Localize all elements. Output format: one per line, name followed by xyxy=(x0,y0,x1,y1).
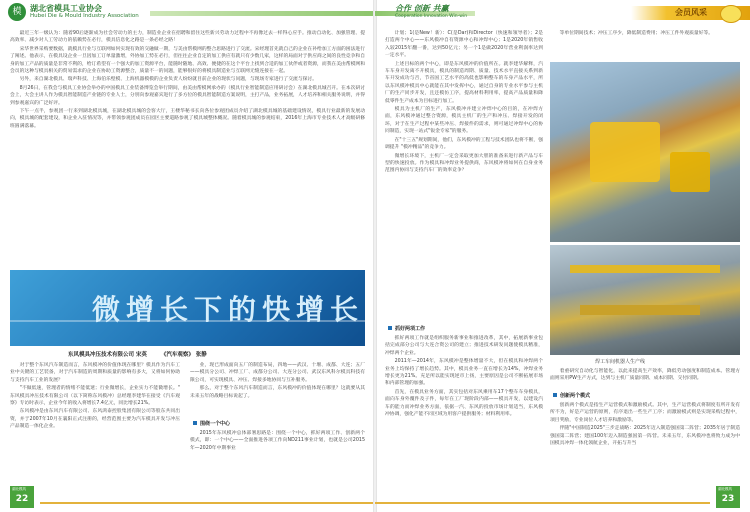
book-spine xyxy=(373,0,377,512)
subheading-two-models: 创新两个模式 xyxy=(553,392,590,399)
paragraph: 首先，在模具业务方面，其实包括对东风乘用车17个整车车身模具，面向车身外覆件及子件，每年在工厂现阶段内部——模具开发，以建设汽车的能力而冲焊业务方面，依据一汽、东风的投放市场计划适当，东风模冲协调，强化产能不同区域为用客户提供服务；材料利用率。 xyxy=(385,389,543,418)
paragraph: 上述目标的两个中心，即是东风模冲的价值所在。就李建华解释，汽车车身开发离不开模具，模具的制造周期、质量、技术水平直接关系到新车开发成功与否，节省国工艺水平的高低也影响整车的车身产品水平，所以东风模冲模具中心就能在其中发挥中心，通过自身的专业水平参与主机厂的生产同步开发，且还模仿工序，提高材料利用率，提高产品质量和降低零件生产成本为目标进行加工。 xyxy=(385,61,543,104)
bullet-square-icon xyxy=(553,393,557,397)
header-right xyxy=(375,0,750,28)
right-column-2-end xyxy=(550,402,740,448)
paragraph: 等单位期间技术；冲压工序少，降低制造费用；冲压工件外观质量好等。 xyxy=(559,31,714,36)
paragraph: 伴随"中国制造2025"三步走战略：2025年迈入制造强国第二阵营；2035年居于制造强国第二阵营；建国100年迈入制造强国第一阵营。未来五年，东风模冲也将致力成为中国模具冲焊一体化领航企业，开拓与升当 xyxy=(550,426,740,447)
paragraph: 计划；1(是New！新）：C(是Dar)和Director（快速和领导者）；2是打造两个中心——东风模冲自有资源中心和冲焊中心；1是2020年销售收入较2015年翻一番，达到50亿元；另一个1是做2020年营业利润率达到一定水平。 xyxy=(385,31,543,59)
paragraph: 微增长环境下，主机厂一定会采取更加大胆的准备来进行新产品与车型的快速投放。作为模具和冲焊业务提供商，东风模冲将如何在自身业务范围内协同与支持汽车厂的效率竞争？ xyxy=(385,153,543,174)
paragraph: 着重研究自动化与智能化，以此来提高生产效率，降低劳动强度和制造成本。管理方面则采用PW生产方式，达到与主机厂质量同期、成本同期、交付同期。 xyxy=(550,369,740,382)
factory-photo-2 xyxy=(550,245,740,355)
column-label: 会员风采 xyxy=(675,8,707,17)
association-logo-icon: 模 xyxy=(8,3,26,21)
paragraph: 下午一点半，参观团一行来到湖北模具城，在湖北模具城的会客大厅，王楼华秘书长向各位参观团成员介绍了湖北模具城的基础建设情况，模具行业最新的发展动向，模具城的配套建设，和企业入驻情况等，并带领参观团成员在园区主要道路参观了模具城整体概况。随着模具城的参观结束，2016年上海市专业技术人才高级研修班圆满落幕。 xyxy=(10,109,365,129)
column-emblem-icon xyxy=(720,5,742,23)
slogan: 合作 创新 共赢 xyxy=(395,4,449,13)
article-title: 微增长下的快增长 xyxy=(92,293,365,326)
byline xyxy=(68,350,219,358)
paragraph: 模具为主机厂的生产，东风模冲并建立冲焊中心的目的，在冲焊方面，东风模冲通过整合资源，模具主机厂的生产和冲压、焊接开发的闭环，对于在生产过程中某些冲压、焊接件的需求，则可通过冲焊中心的协同制造，实现一站式"钣金专家"的服务。 xyxy=(385,107,543,135)
byline-source: 《汽车观察》 张静 xyxy=(160,352,207,358)
paragraph: "不做低速，管理者的情绪不能低迷；行业微增长，企业实力不能微增长。" 东风模具冲压技术有限公司（以下简称东风模冲）总经理李建华在接受《汽车观察》专访时表示，企业今年的收入将增长7.4亿元，同比增长21%。 xyxy=(10,386,180,407)
byline-company: 东风模具冲压技术有限公司 宋英 xyxy=(68,352,147,358)
paragraph: 最近三年一级认为：随着90后逐渐成为社会劳动力的主力，制造业企业在招聘和留住这些新兴劳动力过程中不再像过去一样得心应手。推动自动化、加强管理、提高效率、减少对人工劳动力的依赖势在必行，模具信息化之路是一条必经之路！ xyxy=(10,31,365,44)
paragraph: 抓好两项工作就是组织服务新事业和推进改革，其中，拓展新事业包括完成部分公司与大连合资公司的建立；推进技术研发问题使模具精准，冲焊两个企业。 xyxy=(385,336,543,356)
footer-mini-label-right: 湖北模具 xyxy=(718,487,732,491)
right-column-1-after xyxy=(385,335,543,419)
subheading-center: 围绕一个中心 xyxy=(193,420,230,427)
page-number-left: 22 xyxy=(10,486,34,508)
paragraph: 那么，对于整个东风汽车制造而言，东风模冲的价值体现在哪里？这就要从其未来五年的战略目标说起了。 xyxy=(190,386,365,399)
association-name-cn: 湖北省模具工业协会 xyxy=(30,4,102,13)
left-top-text xyxy=(10,30,365,131)
left-column-2 xyxy=(190,362,365,401)
left-column-2-after xyxy=(190,430,365,453)
paragraph: 8月26日，在我会与模具工业协会举办的中国模具工业装备博览会举行期间，由美由帮模网承办的（模具行业智能制造应用研讨会）在湖北模具城召开。在本次研讨会上，大会主讲人作为模具智能制造产业链的专业人士，分别向参观嘉宾进行了多方位的模具智能制造方案说明，主打产品，业务拓展，人才培养和相关服务说明，并得到参观嘉宾的广泛好评。 xyxy=(10,85,365,106)
header-bar xyxy=(150,11,375,16)
paragraph: 2015年东风模冲总体部署思路是：围绕一个中心，抓好两项工作、创新两个模式，即：一个中心——全面推进各项工作向ND211事业计划，也就是公司2015年—2020年中期事业 xyxy=(190,431,365,451)
footer-bar xyxy=(375,502,710,504)
paragraph: 创新两个模式是指生产运营模式和激励模式。其中，生产运营模式将制度有所开发有所不为，好是产运营的原则，有序退出一些生产工序；而激励模式则是实现采购过程中，项目奖励，专业岗位人才培养和激励等。 xyxy=(550,403,740,423)
article-banner xyxy=(10,270,365,346)
paragraph: 宋华世界采购要数据，就模具行业与互联网如何实现有效的交融做一期，与美由帮模网的整合思路进行了交流。宋经理首先就自己的企业在补给加工方面的困法进行了阐述。他表示，在模具设企业一旦因加工订单量激增，外协加工势在必行，但往往企业自定的加工供应有就只有少数几家，这样的局面对于供应商之间的良性竞争和自身的加工产品的质量是非常不利的，给订希望有一个强大的加工资源平台，能随时随地、高效、便捷的在这个平台上找到合适的加工伙伴或者资源，而我在美由帮模网和会员的这种与模具相关的贸易需求的企业在协助工资源整合，质量不一的问题，能够很好的将模具制造业与互联网无缝连接在一起。 xyxy=(10,46,365,75)
page-number-right: 23 xyxy=(716,486,740,508)
paragraph: 另外，来自湖北模具、瑞声科技、上海伯乐壁模、上海机器模模的企业负责人纷纷就目前企业的现状与问题，与现场专家进行了交流与探讨。 xyxy=(19,77,318,83)
paragraph: 2011年—2014年，东风模冲是整体增量不大，但在模具和冲焊两个业务上均保持了增长趋势。其中，模具业务一直在增长为14%，冲焊业务增长更为21%。充足所以能实现逆市上扬，主要原因是公司不断拓展市场和内部管理的加强。 xyxy=(385,359,543,387)
photo-caption: 焊工车间机器人生产线 xyxy=(595,359,646,365)
right-column-2-top xyxy=(550,30,740,62)
right-column-1 xyxy=(385,30,543,176)
right-column-2-after xyxy=(550,368,740,384)
paragraph: 在"十三五"规划期间，他们，东风模冲的工程与技术团队也将不断，强调提升 "模冲精品"的竞争力。 xyxy=(385,137,543,151)
association-name-en: Hubei Die & Mould Industry Association xyxy=(30,13,139,19)
left-column-1 xyxy=(10,362,180,432)
footer-bar xyxy=(40,502,375,504)
paragraph: 业，现已形成面向五厂的制造布局，四地——武汉、十堰、成都、大连；五厂——模具分公司、冲焊工厂、成都分公司、大连分公司、武汉东风科尔模具科技有限公司，可实现模具、冲压、焊接多地协同与互补服务。 xyxy=(190,363,365,383)
bullet-square-icon xyxy=(388,326,392,330)
footer-mini-label-left: 湖北模具 xyxy=(12,487,26,491)
header-left xyxy=(0,0,375,28)
slogan-en: Cooperation Innovation Win-win xyxy=(395,14,468,19)
paragraph: 对于整个东风汽车制造而言，东风模冲的价值体现在哪里？模具作为汽车工业中关键的工艺装备，对于汽车制造的周期和质量的影响有多大，又将如何协助与支持汽车工业的发展？ xyxy=(10,363,180,383)
footer-left xyxy=(0,494,375,512)
paragraph: 东风模冲是由东风汽车有限公司、东风鸿泰控股集团有限公司等股东共同出资，并于2007年10月在襄阳正式注册的，经营范围主要为汽车模具开发与冲压产品制造一体化企业。 xyxy=(10,409,180,430)
conveyor-beam-shape xyxy=(580,305,700,315)
bullet-square-icon xyxy=(193,421,197,425)
subheading-two-tasks: 抓好两项工作 xyxy=(388,325,425,332)
conveyor-beam-shape xyxy=(570,265,720,273)
